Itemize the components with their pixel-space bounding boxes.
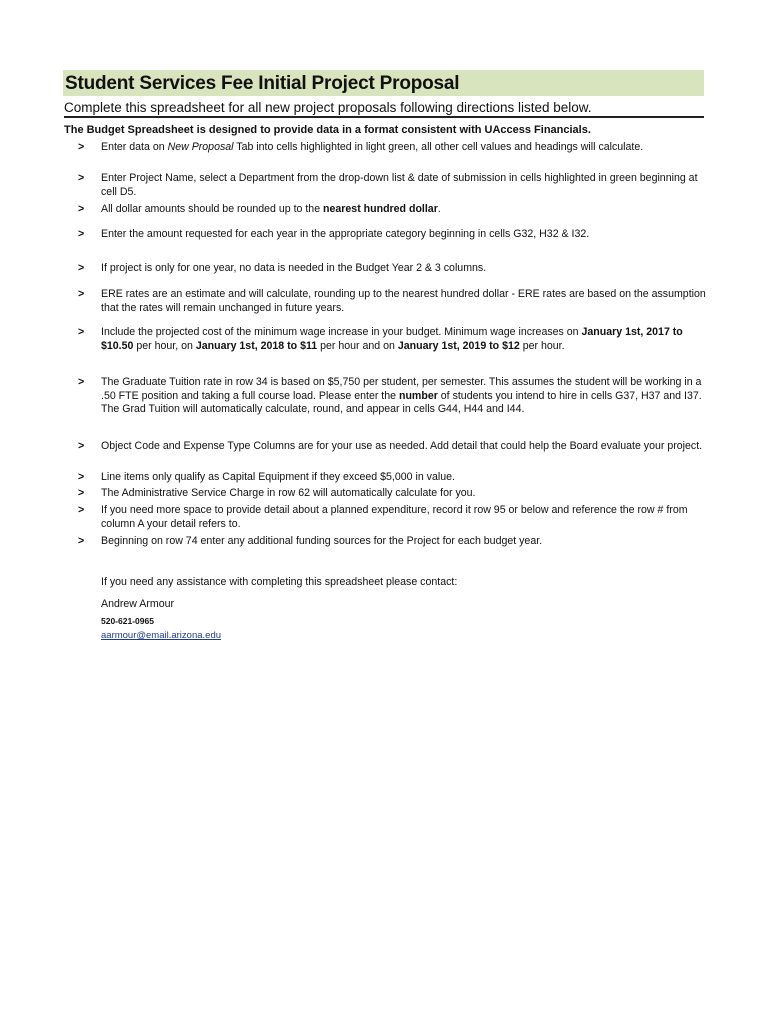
instruction-text: Enter the amount requested for each year in the appropriate category beginning in cells G32, H32 & I32.: [101, 228, 590, 240]
instruction-text: The Graduate Tuition rate in row 34 is based on $5,750 per student, per semester. This assumes the student will be working in a .50 FTE position and taking a full course load. Please enter the number of students you intend to hire in cells G37, H37 and I37. The Grad Tuition will automatically calculate, round, and appear in cells G44, H44 and I44.: [101, 376, 702, 415]
list-item: [64, 376, 708, 417]
bullet-arrow: >: [78, 203, 85, 215]
list-item: [64, 141, 708, 155]
instruction-text: If project is only for one year, no data is needed in the Budget Year 2 & 3 columns.: [101, 262, 487, 274]
bullet-arrow: >: [78, 262, 85, 274]
page-title: Student Services Fee Initial Project Proposal: [63, 70, 704, 96]
bullet-arrow: >: [78, 288, 85, 300]
list-item: [64, 326, 708, 353]
page-subtitle: Complete this spreadsheet for all new project proposals following directions listed below.: [64, 99, 704, 118]
bullet-arrow: >: [78, 326, 85, 338]
bullet-arrow: >: [78, 172, 85, 184]
bullet-arrow: >: [78, 535, 85, 547]
contact-prompt: If you need any assistance with completing this spreadsheet please contact:: [101, 576, 458, 588]
instruction-text: Object Code and Expense Type Columns are for your use as needed. Add detail that could help the Board evaluate your project.: [101, 440, 703, 452]
list-item: [64, 487, 708, 501]
contact-email-link[interactable]: aarmour@email.arizona.edu: [101, 630, 222, 641]
instruction-text: If you need more space to provide detail about a planned expenditure, record it row 95 or below and reference the row # from column A your detail refers to.: [101, 504, 688, 530]
list-item: [64, 203, 708, 217]
instruction-text: All dollar amounts should be rounded up to the nearest hundred dollar.: [101, 203, 441, 215]
bullet-arrow: >: [78, 471, 85, 483]
list-item: [64, 262, 708, 276]
bullet-arrow: >: [78, 376, 85, 388]
instruction-text: The Administrative Service Charge in row 62 will automatically calculate for you.: [101, 487, 476, 499]
instruction-text: Include the projected cost of the minimum wage increase in your budget. Minimum wage increases on January 1st, 2017 to $10.50 per hour, on January 1st, 2018 to $11 per hour and on January 1st, 2019 to $12 per hour.: [101, 326, 683, 352]
bullet-arrow: >: [78, 504, 85, 516]
instruction-text: Line items only qualify as Capital Equipment if they exceed $5,000 in value.: [101, 471, 455, 483]
intro-text: The Budget Spreadsheet is designed to provide data in a format consistent with UAccess Financials.: [64, 124, 591, 136]
list-item: [64, 535, 708, 549]
contact-name: Andrew Armour: [101, 598, 175, 610]
list-item: [64, 504, 708, 531]
instruction-text: Enter Project Name, select a Department from the drop-down list & date of submission in cells highlighted in green beginning at cell D5.: [101, 172, 698, 198]
list-item: [64, 228, 708, 242]
bullet-arrow: >: [78, 141, 85, 153]
bullet-arrow: >: [78, 487, 85, 499]
instruction-text: Enter data on New Proposal Tab into cells highlighted in light green, all other cell values and headings will calculate.: [101, 141, 644, 153]
contact-phone: 520-621-0965: [101, 616, 154, 626]
instruction-text: ERE rates are an estimate and will calculate, rounding up to the nearest hundred dollar - ERE rates are based on the assumption that the rates will remain unchanged in future years.: [101, 288, 706, 314]
list-item: [64, 172, 708, 199]
list-item: [64, 471, 708, 485]
bullet-arrow: >: [78, 228, 85, 240]
bullet-arrow: >: [78, 440, 85, 452]
list-item: [64, 440, 708, 454]
instruction-text: Beginning on row 74 enter any additional funding sources for the Project for each budget year.: [101, 535, 543, 547]
list-item: [64, 288, 708, 315]
